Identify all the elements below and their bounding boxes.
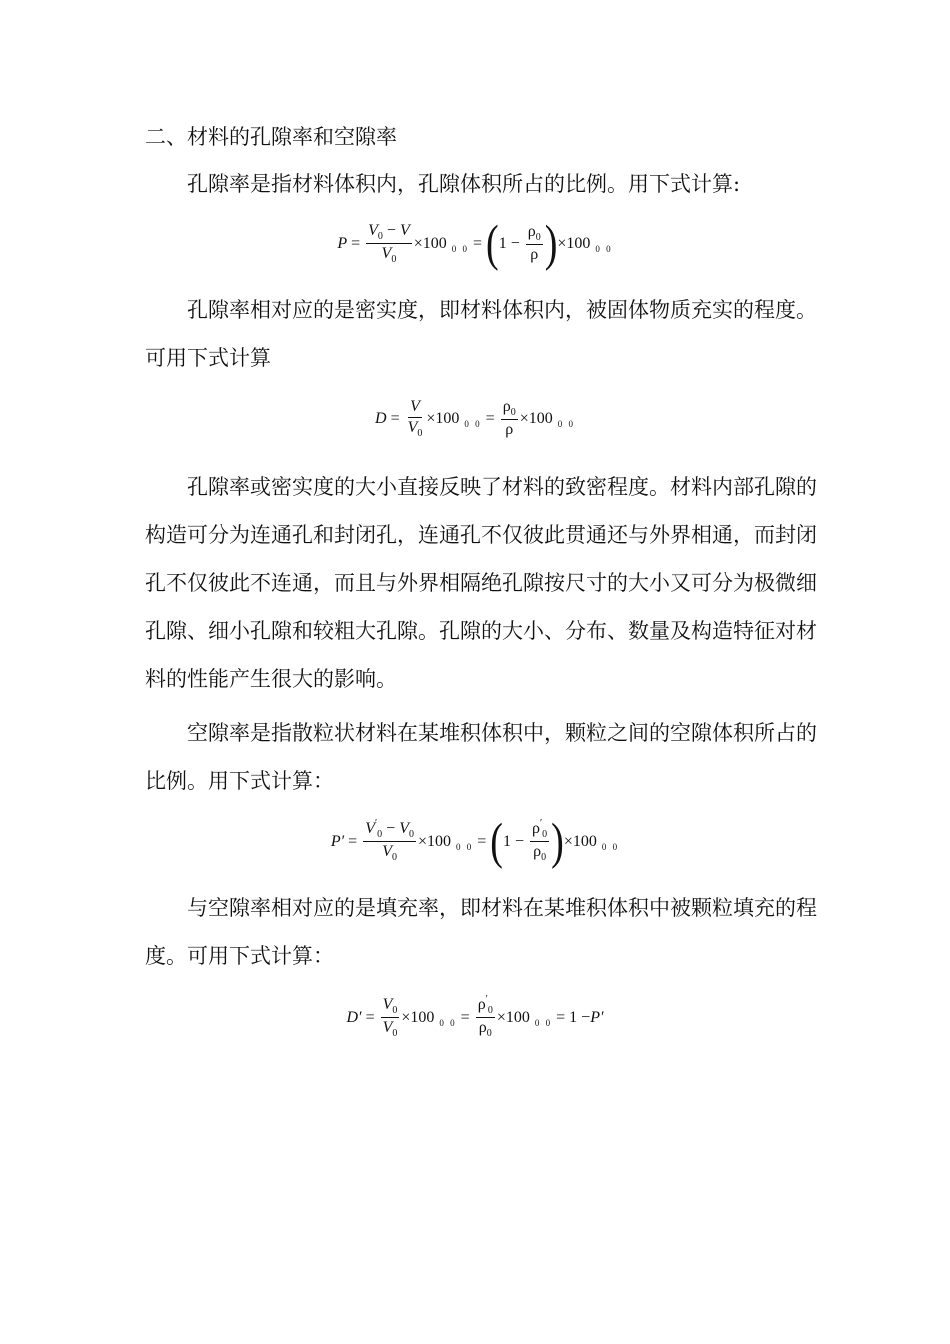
section-heading: 二、材料的孔隙率和空隙率 <box>145 125 397 149</box>
formula-filling-ratio: D′ = $\frac{V_0}{V_0}$ ×100 0 0 = $\frac{\rho'_0}{\rho_0}$ ×100 0 0 = 1 − P′ <box>346 994 604 1039</box>
fraction: $\frac{V'_0 - V_0}{V_0}$ <box>365 818 414 863</box>
paragraph-filling-ratio-definition: 与空隙率相对应的是填充率，即材料在某堆积体积中被颗粒填充的程度。可用下式计算： <box>145 896 817 968</box>
formula-void-ratio: P′ = $\frac{V'_0 - V_0}{V_0}$ ×100 0 0 = ( 1 − $\frac{\rho'_0}{\rho_0}$ ) ×100 0 0 <box>330 813 620 870</box>
fraction: $\frac{\rho_0}{\rho}$ <box>502 398 516 438</box>
fraction: $\frac{V_0}{V_0}$ <box>382 996 398 1039</box>
formula-porosity: P = $\frac{V_0 - V}{V_0}$ ×100 0 0 = ( 1 − $\frac{\rho_0}{\rho}$ ) ×100 0 0 <box>337 215 613 272</box>
formula-lhs: P <box>337 234 348 252</box>
fraction: $\frac{\rho_0}{\rho}$ <box>527 223 541 263</box>
paragraph-density-definition: 孔隙率相对应的是密实度，即材料体积内，被固体物质充实的程度。可用下式计算 <box>145 298 817 370</box>
paragraph-void-ratio-definition: 空隙率是指散粒状材料在某堆积体积中，颗粒之间的空隙体积所占的比例。用下式计算： <box>145 721 817 793</box>
formula-compactness: D = $\frac{V}{V_0}$ ×100 0 0 = $\frac{\rho_0}{\rho}$ ×100 0 0 <box>375 398 575 439</box>
formula-lhs: D′ <box>346 1008 362 1026</box>
fraction: $\frac{\rho'_0}{\rho_0}$ <box>477 994 493 1039</box>
paragraph-porosity-definition: 孔隙率是指材料体积内，孔隙体积所占的比例。用下式计算: <box>187 172 741 196</box>
fraction: $\frac{V}{V_0}$ <box>407 398 423 439</box>
formula-lhs: P′ <box>330 832 345 850</box>
fraction: $\frac{V_0 - V}{V_0}$ <box>368 222 410 265</box>
formula-lhs: D <box>375 409 387 427</box>
fraction: $\frac{\rho'_0}{\rho_0}$ <box>531 818 548 863</box>
paragraph-pore-structure: 孔隙率或密实度的大小直接反映了材料的致密程度。材料内部孔隙的构造可分为连通孔和封闭孔，连通孔不仅彼此贯通还与外界相通，而封闭孔不仅彼此不连通，而且与外界相隔绝孔隙按尺寸的大小又可分为极微细孔隙、细小孔隙和较粗大孔隙。孔隙的大小、分布、数量及构造特征对材料的性能产生很大的影响。 <box>145 475 817 691</box>
